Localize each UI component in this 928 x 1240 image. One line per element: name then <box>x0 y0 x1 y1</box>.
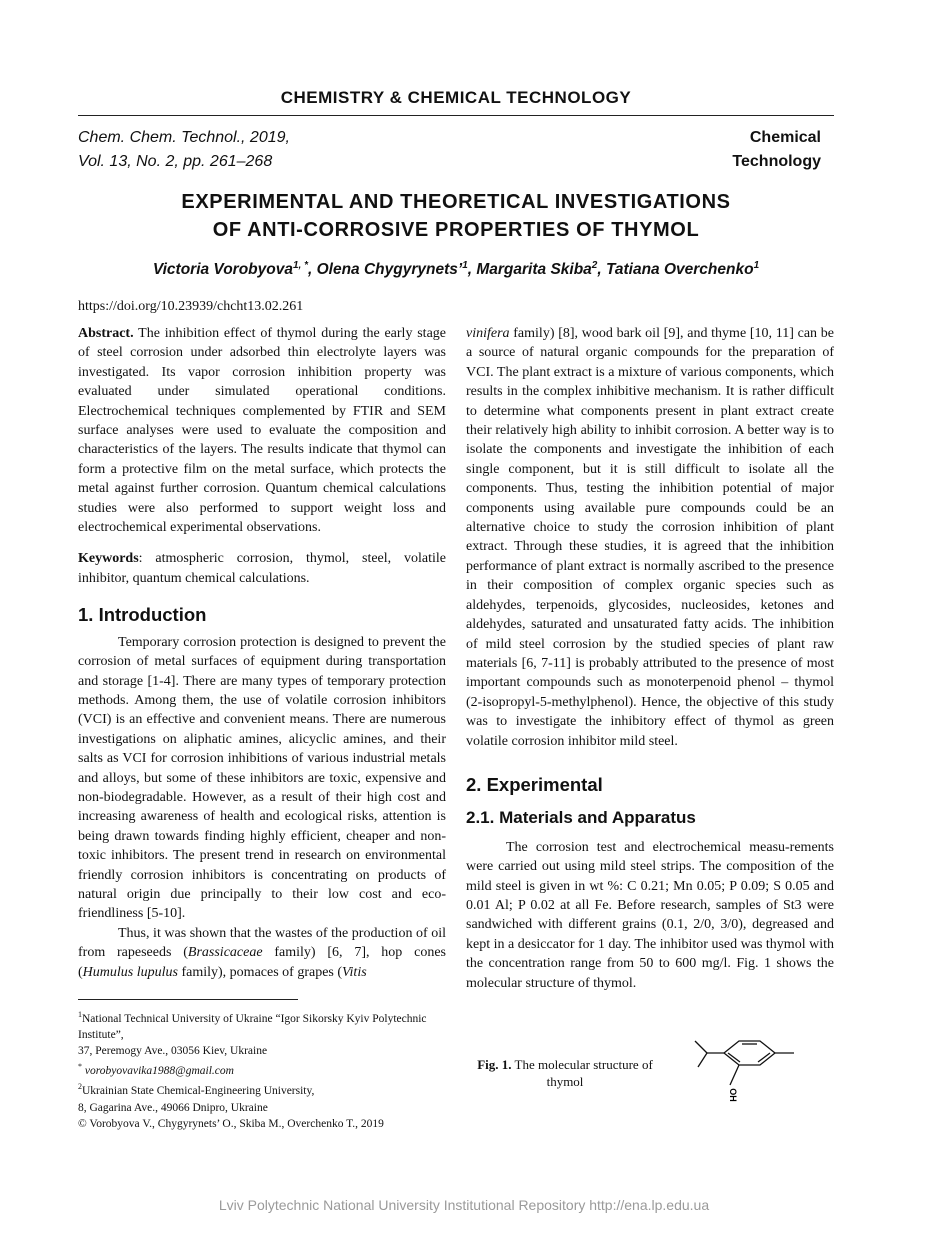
title-line-2: OF ANTI-CORROSIVE PROPERTIES OF THYMOL <box>212 219 700 241</box>
figure-caption-text: The molecular structure of thymol <box>511 1057 653 1089</box>
footnote-email-text[interactable]: vorobyovavika1988@gmail.com <box>82 1065 234 1078</box>
abstract-label: Abstract. <box>78 326 134 341</box>
repository-watermark: Lviv Polytechnic National University Institutional Repository http://ena.lp.edu.ua <box>218 1197 710 1213</box>
experimental-heading: 2. Experimental <box>466 773 603 795</box>
left-column <box>78 324 446 982</box>
header-rule <box>78 115 834 116</box>
keywords <box>78 549 446 588</box>
keywords-text: : atmospheric corrosion, thymol, steel, volatile inhibitor, quantum chemical calculations. <box>78 551 446 586</box>
footnote-rule <box>78 999 298 1000</box>
isopropyl-bond-1 <box>695 1041 707 1053</box>
materials-heading: 2.1. Materials and Apparatus <box>466 808 696 828</box>
title-line-1: EXPERIMENTAL AND THEORETICAL INVESTIGATIONS <box>181 191 731 213</box>
author-3-affil: 2 <box>591 260 598 271</box>
figure-caption <box>470 1056 660 1090</box>
author-2-affil: 1 <box>462 260 468 271</box>
thymol-structure-figure <box>690 1033 800 1113</box>
citation-info <box>78 126 290 174</box>
intro-p2-text-c: family), pomaces of grapes ( <box>177 964 343 980</box>
abstract <box>78 324 446 537</box>
right-p1-text: family) [8], wood bark oil [9], and thyme [10, 11] can be a source of natural organic compounds for the preparation of VCI. The plant extract is a mixture of various components, which results in the complex inhibitive mechanism. It is rather difficult to determine what components present in plant extract create their relatively high ability to inhibit corrosion. A better way is to isolate the components and investigate the inhibition of each single component, but it is still difficult to isolate all the components. Thus, testing the inhibition potential of major components using available pure compounds could be an alternative choice to study the corrosion inhibition of plant extract. Through these studies, it is agreed that the inhibition performance of plant extract is normally ascribed to the presence in their composition of complex organic species such as aldehydes, terpenoids, glycosides, nucleosides, ketones and aldehydes, saturated and unsaturated fatty acids. The inhibition of mild steel corrosion by the studied species of plant raw materials [6, 7-11] is probably attributed to the presence of most important compounds such as monoterpenoid phenol – thymol (2-isopropyl-5-methylphenol). Hence, the objective of this study was to investigate the inhibitory effect of thymol as green volatile corrosion inhibitor mild steel. <box>466 326 834 749</box>
doi-link[interactable]: https://doi.org/10.23939/chcht13.02.261 <box>78 299 304 314</box>
intro-p2-taxon-3: Vitis <box>342 964 367 980</box>
footnote-address-2: 8, Gagarina Ave., 49066 Dnipro, Ukraine <box>78 1101 268 1114</box>
intro-p2-text-a: Thus, it was shown that the wastes of the production of oil from rapeseeds ( <box>78 925 446 961</box>
footnote-1-marker: 1 <box>78 1010 82 1019</box>
footnote-email <box>78 1059 446 1079</box>
footnote-affiliation-2 <box>78 1079 446 1099</box>
author-4: , Tatiana Overchenko <box>597 261 754 279</box>
right-p1-taxon: vinifera <box>466 326 510 341</box>
intro-paragraph-2 <box>78 924 446 982</box>
footnote-2-marker: 2 <box>78 1082 82 1092</box>
right-paragraph-1 <box>466 324 834 751</box>
author-1: Victoria Vorobyova <box>152 261 293 279</box>
footnote-address-1: 37, Peremogy Ave., 03056 Kiev, Ukraine <box>78 1045 268 1058</box>
author-4-affil: 1 <box>753 260 760 271</box>
isopropyl-bond-2 <box>698 1053 707 1067</box>
hydroxyl-label: OH <box>728 1088 738 1102</box>
right-column <box>466 324 834 993</box>
author-list <box>78 260 834 279</box>
intro-p2-taxon-1: Brassicaceae <box>187 945 263 961</box>
section-line-1: Chemical <box>749 129 821 146</box>
intro-p2-text-b: family) [6, 7], hop cones ( <box>78 945 446 980</box>
section-label <box>732 126 821 174</box>
keywords-label: Keywords <box>78 551 139 567</box>
section-line-2: Technology <box>732 153 821 170</box>
footnote-1-text: National Technical University of Ukraine “Igor Sikorsky Kyiv Polytechnic Institute”, <box>78 1012 427 1042</box>
introduction-heading: 1. Introduction <box>78 604 207 626</box>
author-3: , Margarita Skiba <box>467 261 592 279</box>
journal-header: CHEMISTRY & CHEMICAL TECHNOLOGY <box>280 88 632 107</box>
footnote-affiliation-1 <box>78 1007 446 1043</box>
figure-label: Fig. 1. <box>477 1057 512 1072</box>
author-1-affil: 1, * <box>292 260 308 271</box>
intro-paragraph-1: Temporary corrosion protection is designed to prevent the corrosion of metal surfaces of equipment during transportation and storage [1-4]. There are many types of temporary protection methods. Among them, the use of volatile corrosion inhibitors (VCI) is an effective and convenient means. There are numerous investigations on aliphatic amines, alicyclic amines, and their salts as VCI for corrosion inhibitions of various industrial metals and alloys, but some of these inhibitors are toxic, expensive and non-biodegradable. However, as a result of their high cost and increasing awareness of health and ecological risks, attention is being drawn towards finding highly efficient, cheaper and non-toxic inhibitors. The present trend in research on environmental friendly corrosion inhibitors is concentrating on products of natural origin due principally to their low cost and eco-friendliness [5-10]. <box>78 634 446 922</box>
citation-line-1: Chem. Chem. Technol., 2019, <box>78 129 290 146</box>
paper-title <box>78 188 834 244</box>
abstract-text: The inhibition effect of thymol during the early stage of steel corrosion under adsorbed thin electrolyte layers was investigated. Its vapor corrosion inhibition property was evaluated under simulated operational conditions. Electrochemical techniques complemented by FTIR and SEM surface analyses were used to evaluate the composition and characteristics of the layers. The results indicate that thymol can form a protective film on the metal surface, which protects the metal against further corrosion. Quantum chemical calculations studies were also performed to support weight loss and electrochemical experimental observations. <box>78 326 446 536</box>
ring-double-bond-2 <box>758 1053 770 1062</box>
footnote-copyright: © Vorobyova V., Chygyrynets’ O., Skiba M., Overchenko T., 2019 <box>78 1117 384 1130</box>
materials-paragraph: The corrosion test and electrochemical measu-rements were carried out using mild steel strips. The composition of the mild steel is given in wt %: C 0.21; Mn 0.05; P 0.09; S 0.05 and 0.01 Al; P 0.02 at all Fe. Before research, samples of St3 were sandwiched with different grains (0.1, 2/0, 3/0), degreased and kept in a desiccator for 1 day. The inhibitor used was thymol with the concentration range from 50 to 600 mg/l. Fig. 1 shows the molecular structure of thymol. <box>466 839 834 991</box>
footnote-email-marker: * <box>78 1062 82 1072</box>
intro-p2-taxon-2: Humulus lupulus <box>82 964 178 980</box>
author-2: , Olena Chygyrynets’ <box>307 261 463 279</box>
citation-line-2: Vol. 13, No. 2, pp. 261–268 <box>78 153 273 170</box>
footnotes <box>78 1007 446 1132</box>
footnote-2-text: Ukrainian State Chemical-Engineering University, <box>82 1085 315 1098</box>
hydroxyl-bond <box>730 1065 739 1085</box>
